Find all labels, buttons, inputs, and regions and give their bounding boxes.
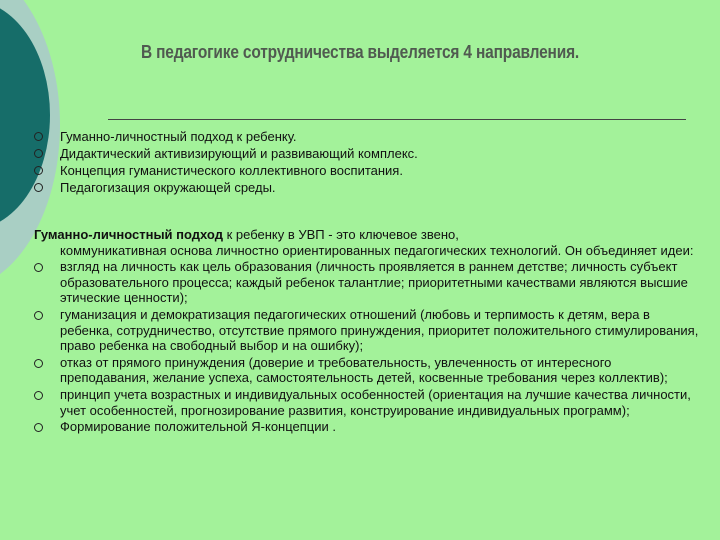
main-paragraph (34, 227, 704, 435)
bold-term: Гуманно-личностный подход (34, 227, 223, 242)
idea-item (34, 387, 704, 418)
idea-item (34, 307, 704, 354)
circle-bullet-icon (34, 423, 43, 432)
circle-bullet-icon (34, 391, 43, 400)
idea-text: взгляд на личность как цель образования (личность проявляется в раннем детстве; личность субъект образовательного процесса; каждый ребенок талантлие; приоритетными качествами являются высшие этические ценности); (60, 259, 688, 306)
ideas-list (34, 259, 704, 435)
title-divider (108, 119, 686, 120)
intro-continuation: коммуникативная основа личностно ориентированных педагогических технологий. Он объединяет идеи: (60, 242, 694, 258)
circle-bullet-icon (34, 132, 43, 141)
circle-bullet-icon (34, 359, 43, 368)
idea-item (34, 259, 704, 306)
circle-bullet-icon (34, 149, 43, 158)
direction-text: Педагогизация окружающей среды. (60, 180, 276, 195)
intro-rest: к ребенку в УВП - это ключевое звено, (222, 227, 459, 242)
direction-text: Гуманно-личностный подход к ребенку. (60, 129, 297, 144)
circle-bullet-icon (34, 183, 43, 192)
circle-bullet-icon (34, 166, 43, 175)
direction-text: Дидактический активизирующий и развивающий комплекс. (60, 146, 418, 161)
idea-text: Формирование положительной Я-концепции . (60, 419, 337, 435)
direction-item (34, 162, 418, 179)
idea-text: отказ от прямого принуждения (доверие и требовательность, увлеченность от интересного преподавания, желание успеха, самостоятельность детей, косвенные требования через коллектив); (60, 354, 668, 386)
direction-text: Концепция гуманистического коллективного воспитания. (60, 163, 403, 178)
directions-list (34, 128, 418, 196)
circle-bullet-icon (34, 311, 43, 320)
direction-item (34, 145, 418, 162)
circle-bullet-icon (34, 263, 43, 272)
direction-item (34, 179, 418, 196)
idea-item (34, 419, 704, 435)
slide-title: В педагогике сотрудничества выделяется 4 направления. (140, 42, 580, 62)
idea-item (34, 355, 704, 386)
direction-item (34, 128, 418, 145)
idea-text: принцип учета возрастных и индивидуальных особенностей (ориентация на лучшие качества личности, учет особенностей, прогнозирование развития, конструирование индивидуальных программ); (60, 386, 691, 418)
paragraph-intro (34, 227, 704, 258)
idea-text: гуманизация и демократизация педагогических отношений (любовь и терпимость к детям, вера в ребенка, сотрудничество, отсутствие прямого принуждения, приоритет положительного стимулирования, право ребенка на свободный выбор и на ошибку); (60, 306, 699, 354)
